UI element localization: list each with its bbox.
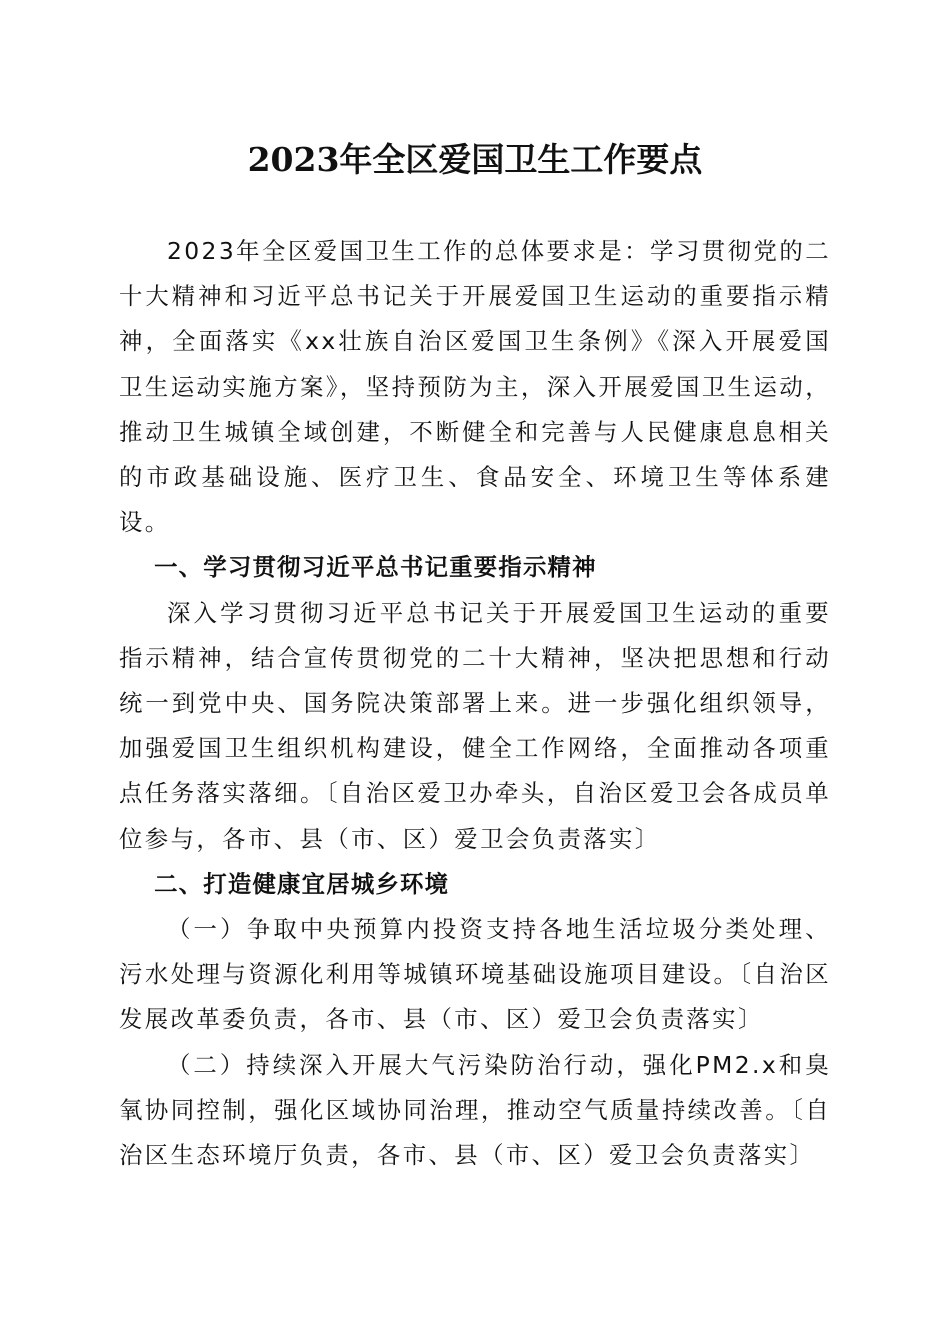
section-2-heading: 二、打造健康宜居城乡环境 — [154, 869, 450, 898]
section-2-item-2: （二）持续深入开展大气污染防治行动，强化PM2.x和臭氧协同控制，强化区域协同治理，推动空气质量持续改善。〔自治区生态环境厅负责，各市、县（市、区）爱卫会负责落实〕 — [119, 1050, 831, 1170]
document-title: 2023年全区爱国卫生工作要点 — [247, 140, 703, 179]
section-2-item-1: （一）争取中央预算内投资支持各地生活垃圾分类处理、污水处理与资源化利用等城镇环境基础设施项目建设。〔自治区发展改革委负责，各市、县（市、区）爱卫会负责落实〕 — [119, 915, 831, 1034]
document-body — [119, 229, 831, 1178]
intro-paragraph: 2023年全区爱国卫生工作的总体要求是：学习贯彻党的二十大精神和习近平总书记关于开展爱国卫生运动的重要指示精神，全面落实《xx壮族自治区爱国卫生条例》《深入开展爱国卫生运动实施方案》，坚持预防为主，深入开展爱国卫生运动，推动卫生城镇全域创建，不断健全和完善与人民健康息息相关的市政基础设施、医疗卫生、食品安全、环境卫生等体系建设。 — [119, 237, 831, 537]
section-1-paragraph: 深入学习贯彻习近平总书记关于开展爱国卫生运动的重要指示精神，结合宣传贯彻党的二十大精神，坚决把思想和行动统一到党中央、国务院决策部署上来。进一步强化组织领导，加强爱国卫生组织机构建设，健全工作网络，全面推动各项重点任务落实落细。〔自治区爱卫办牵头，自治区爱卫会各成员单位参与，各市、县（市、区）爱卫会负责落实〕 — [119, 598, 831, 853]
section-1-heading: 一、学习贯彻习近平总书记重要指示精神 — [154, 553, 597, 582]
